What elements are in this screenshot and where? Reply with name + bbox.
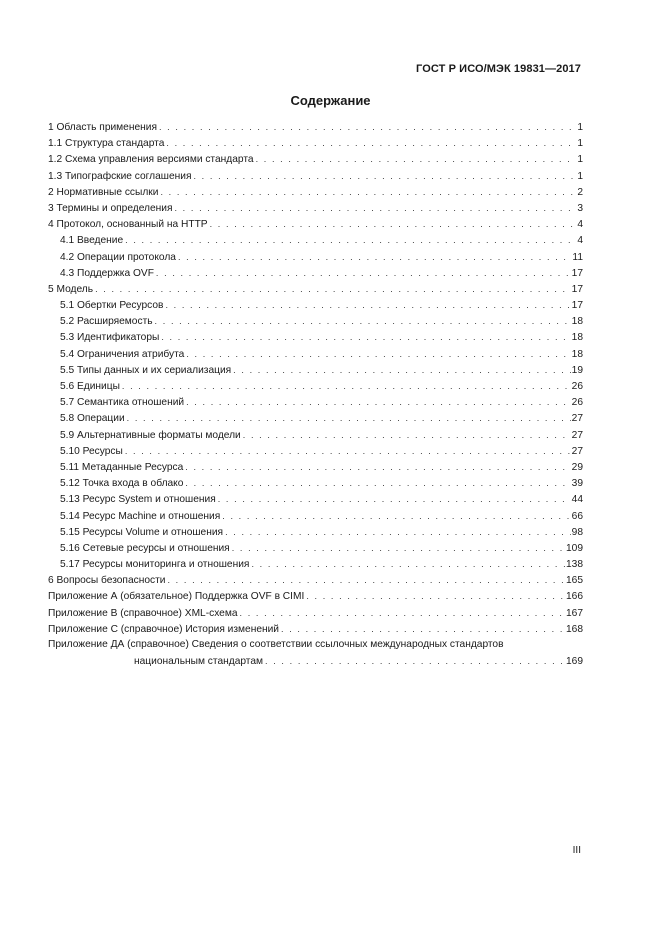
toc-entry[interactable]	[48, 346, 583, 362]
toc-entry[interactable]	[48, 540, 583, 556]
toc-entry-page: 17	[571, 267, 583, 279]
toc-leader-dots	[161, 329, 570, 345]
toc-entry[interactable]	[48, 427, 583, 443]
toc-entry[interactable]	[48, 281, 583, 297]
toc-entry[interactable]	[48, 443, 583, 459]
toc-entry-label: 5.7 Семантика отношений	[60, 397, 185, 409]
toc-entry-label: 5.16 Сетевые ресурсы и отношения	[60, 542, 230, 554]
toc-entry-label: 5.5 Типы данных и их сериализация	[60, 364, 232, 376]
toc-entry[interactable]	[48, 621, 583, 637]
toc-entry[interactable]	[48, 313, 583, 329]
toc-entry-label: 5.13 Ресурс System и отношения	[60, 494, 216, 506]
toc-leader-dots	[243, 427, 571, 443]
toc-entry-page: 11	[572, 251, 583, 263]
toc-entry-label: 5.6 Единицы	[60, 381, 120, 392]
toc-leader-dots	[193, 168, 576, 184]
page-title: Содержание	[290, 93, 371, 108]
toc-entry[interactable]	[48, 216, 583, 232]
toc-leader-dots	[256, 151, 577, 167]
toc-entry[interactable]	[48, 265, 583, 281]
toc-entry-label: 5 Модель	[48, 283, 94, 295]
toc-entry-label: 4.1 Введение	[60, 235, 124, 247]
toc-entry-page: 2	[577, 186, 583, 198]
toc-leader-dots	[186, 394, 571, 410]
standard-header: ГОСТ Р ИСО/МЭК 19831—2017	[416, 63, 581, 75]
toc-leader-dots	[306, 588, 565, 604]
toc-entry[interactable]	[48, 135, 583, 151]
toc-leader-dots	[95, 281, 571, 297]
toc-entry[interactable]	[48, 168, 583, 184]
toc-leader-dots	[232, 540, 565, 556]
toc-entry-page: 27	[571, 429, 583, 441]
toc-leader-dots	[122, 378, 571, 394]
toc-entry-label: 1.3 Типографские соглашения	[48, 170, 192, 182]
toc-leader-dots	[185, 459, 570, 475]
toc-entry-label: 5.17 Ресурсы мониторинга и отношения	[60, 559, 250, 571]
toc-entry[interactable]	[48, 151, 583, 167]
toc-leader-dots	[281, 621, 565, 637]
toc-entry-label: Приложение С (справочное) История изменений	[48, 623, 279, 635]
toc-entry[interactable]	[48, 249, 583, 265]
toc-entry-label: 1 Область применения	[48, 122, 157, 133]
toc-entry-label: 5.2 Расширяемость	[60, 316, 153, 328]
toc-entry-page: 19	[571, 364, 583, 376]
toc-entry[interactable]	[48, 329, 583, 345]
toc-entry-page: 1	[577, 138, 583, 150]
toc-leader-dots	[155, 313, 571, 329]
toc-entry[interactable]	[48, 200, 583, 216]
toc-entry-page: 168	[566, 623, 583, 635]
toc-entry[interactable]	[48, 394, 583, 410]
toc-leader-dots	[185, 475, 570, 491]
toc-leader-dots	[156, 265, 571, 281]
toc-entry-page: 26	[571, 381, 583, 392]
toc-leader-dots	[265, 653, 565, 669]
toc-leader-dots	[125, 232, 576, 248]
toc-entry-page: 98	[571, 526, 583, 538]
toc-entry-label: 3 Термины и определения	[48, 202, 173, 214]
toc-entry[interactable]	[48, 475, 583, 491]
toc-entry-page: 29	[571, 461, 583, 473]
toc-entry-page: 165	[566, 575, 583, 587]
toc-entry-page: 26	[571, 397, 583, 409]
toc-entry-page: 27	[571, 445, 583, 457]
toc-entry-page: 27	[571, 413, 583, 425]
toc-entry[interactable]	[48, 491, 583, 507]
toc-entry-label: 5.4 Ограничения атрибута	[60, 348, 185, 360]
toc-entry-page: 17	[571, 283, 583, 295]
toc-entry-page: 109	[566, 542, 583, 554]
toc-entry-label: 1.2 Схема управления версиями стандарта	[48, 154, 254, 166]
toc-entry-page: 167	[566, 607, 583, 619]
toc-entry-page: 17	[571, 300, 583, 312]
toc-entry[interactable]	[48, 119, 583, 135]
toc-entry-page: 39	[571, 478, 583, 490]
toc-leader-dots	[210, 216, 577, 232]
toc-entry-page: 18	[571, 316, 583, 328]
toc-entry-label: 5.1 Обертки Ресурсов	[60, 300, 164, 312]
toc-leader-dots	[127, 410, 571, 426]
toc-leader-dots	[186, 346, 570, 362]
toc-leader-dots	[225, 524, 571, 540]
toc-entry[interactable]	[48, 588, 583, 604]
toc-entry-label: 5.3 Идентификаторы	[60, 332, 160, 344]
toc-entry-page: 4	[577, 235, 583, 247]
table-of-contents	[48, 119, 583, 669]
toc-leader-dots	[174, 200, 576, 216]
toc-entry-page: 66	[571, 510, 583, 522]
toc-leader-dots	[159, 119, 576, 135]
toc-entry-label: 5.9 Альтернативные форматы модели	[60, 429, 241, 441]
toc-entry-page: 4	[577, 219, 583, 231]
toc-entry[interactable]	[48, 232, 583, 248]
toc-leader-dots	[251, 556, 565, 572]
toc-entry-page: 1	[577, 122, 583, 133]
toc-leader-dots	[178, 249, 571, 265]
toc-entry-page: 3	[577, 202, 583, 214]
toc-entry-page: 1	[577, 154, 583, 166]
toc-entry-label: 5.14 Ресурс Machine и отношения	[60, 510, 221, 522]
toc-entry-label: 1.1 Структура стандарта	[48, 138, 165, 150]
toc-entry[interactable]	[48, 605, 583, 621]
toc-entry-label: 2 Нормативные ссылки	[48, 186, 159, 198]
toc-leader-dots	[167, 572, 565, 588]
toc-entry-appendix-da[interactable]	[48, 637, 583, 669]
toc-entry-label: 5.11 Метаданные Ресурса	[60, 461, 184, 473]
toc-entry[interactable]	[48, 184, 583, 200]
toc-entry[interactable]	[48, 556, 583, 572]
toc-leader-dots	[222, 508, 570, 524]
toc-entry-label: 4.2 Операции протокола	[60, 251, 176, 263]
toc-leader-dots	[240, 605, 565, 621]
toc-entry-label: Приложение В (справочное) XML-схема	[48, 607, 238, 619]
toc-entry-page: 44	[571, 494, 583, 506]
toc-entry[interactable]	[48, 297, 583, 313]
toc-entry-page: 1	[577, 170, 583, 182]
toc-entry-page: 18	[571, 348, 583, 360]
toc-entry-page: 18	[571, 332, 583, 344]
toc-entry[interactable]	[48, 459, 583, 475]
toc-entry[interactable]	[48, 362, 583, 378]
toc-entry-label: 6 Вопросы безопасности	[48, 575, 166, 587]
toc-entry[interactable]	[48, 524, 583, 540]
toc-entry-label: 4.3 Поддержка OVF	[60, 267, 154, 279]
toc-entry-label: 5.15 Ресурсы Volume и отношения	[60, 526, 224, 538]
toc-entry[interactable]	[48, 572, 583, 588]
toc-leader-dots	[166, 135, 576, 151]
toc-leader-dots	[233, 362, 570, 378]
toc-entry-label: 5.8 Операции	[60, 413, 125, 425]
toc-entry-label: 4 Протокол, основанный на HTTP	[48, 219, 208, 231]
toc-leader-dots	[160, 184, 576, 200]
toc-leader-dots	[165, 297, 570, 313]
toc-entry-label: Приложение А (обязательное) Поддержка OVF в CIMI	[48, 591, 305, 603]
toc-entry-label: 5.10 Ресурсы	[60, 445, 123, 457]
toc-entry[interactable]	[48, 378, 583, 394]
toc-entry-label: Приложение ДА (справочное) Сведения о соответствии ссылочных международных стандартов	[48, 639, 504, 650]
toc-entry-page: 138	[566, 559, 583, 571]
toc-entry-page: 169	[566, 656, 583, 667]
toc-entry-label-continued: национальным стандартам	[134, 656, 264, 667]
toc-entry-page: 166	[566, 591, 583, 603]
toc-entry[interactable]	[48, 410, 583, 426]
toc-leader-dots	[125, 443, 571, 459]
toc-entry-label: 5.12 Точка входа в облако	[60, 478, 184, 490]
toc-entry[interactable]	[48, 508, 583, 524]
page-number: III	[572, 845, 581, 856]
toc-leader-dots	[218, 491, 571, 507]
